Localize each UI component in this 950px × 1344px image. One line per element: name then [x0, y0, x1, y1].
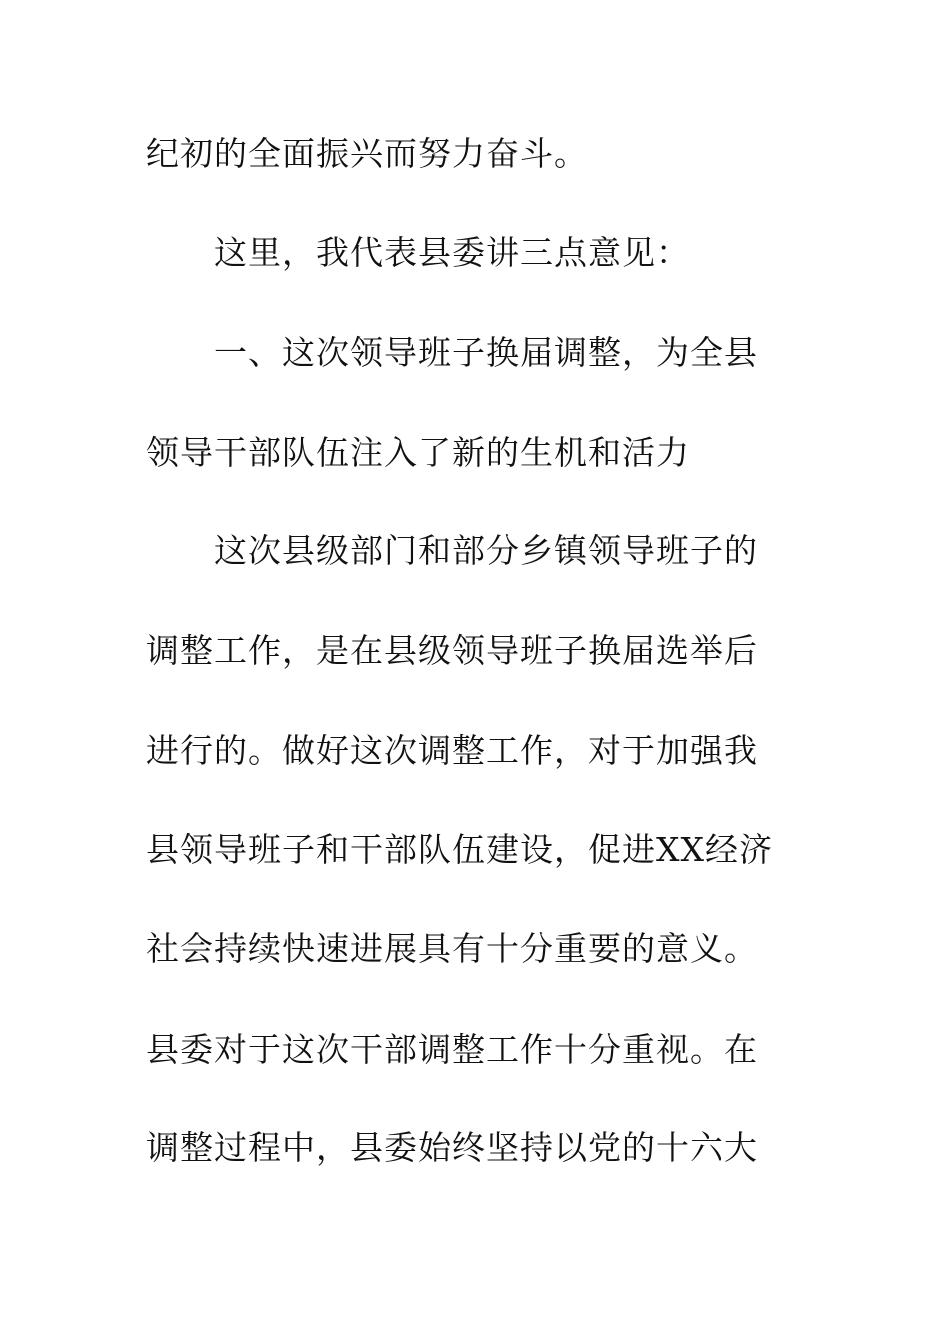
section-heading-line-1: 一、这次领导班子换届调整，为全县 — [214, 333, 758, 372]
text-line-5: 这次县级部门和部分乡镇领导班子的 — [214, 531, 758, 570]
text-line-9: 社会持续快速进展具有十分重要的意义。 — [146, 929, 758, 968]
text-line-10: 县委对于这次干部调整工作十分重视。在 — [146, 1030, 758, 1069]
text-line-6: 调整工作，是在县级领导班子换届选举后 — [146, 631, 758, 670]
text-line-11: 调整过程中，县委始终坚持以党的十六大 — [146, 1128, 758, 1167]
text-line-7: 进行的。做好这次调整工作，对于加强我 — [146, 731, 758, 770]
text-line-1: 纪初的全面振兴而努力奋斗。 — [146, 134, 588, 173]
text-line-2: 这里，我代表县委讲三点意见： — [214, 233, 690, 272]
text-line-8: 县领导班子和干部队伍建设，促进XX经济 — [146, 830, 773, 869]
section-heading-line-2: 领导干部队伍注入了新的生机和活力 — [146, 433, 690, 472]
